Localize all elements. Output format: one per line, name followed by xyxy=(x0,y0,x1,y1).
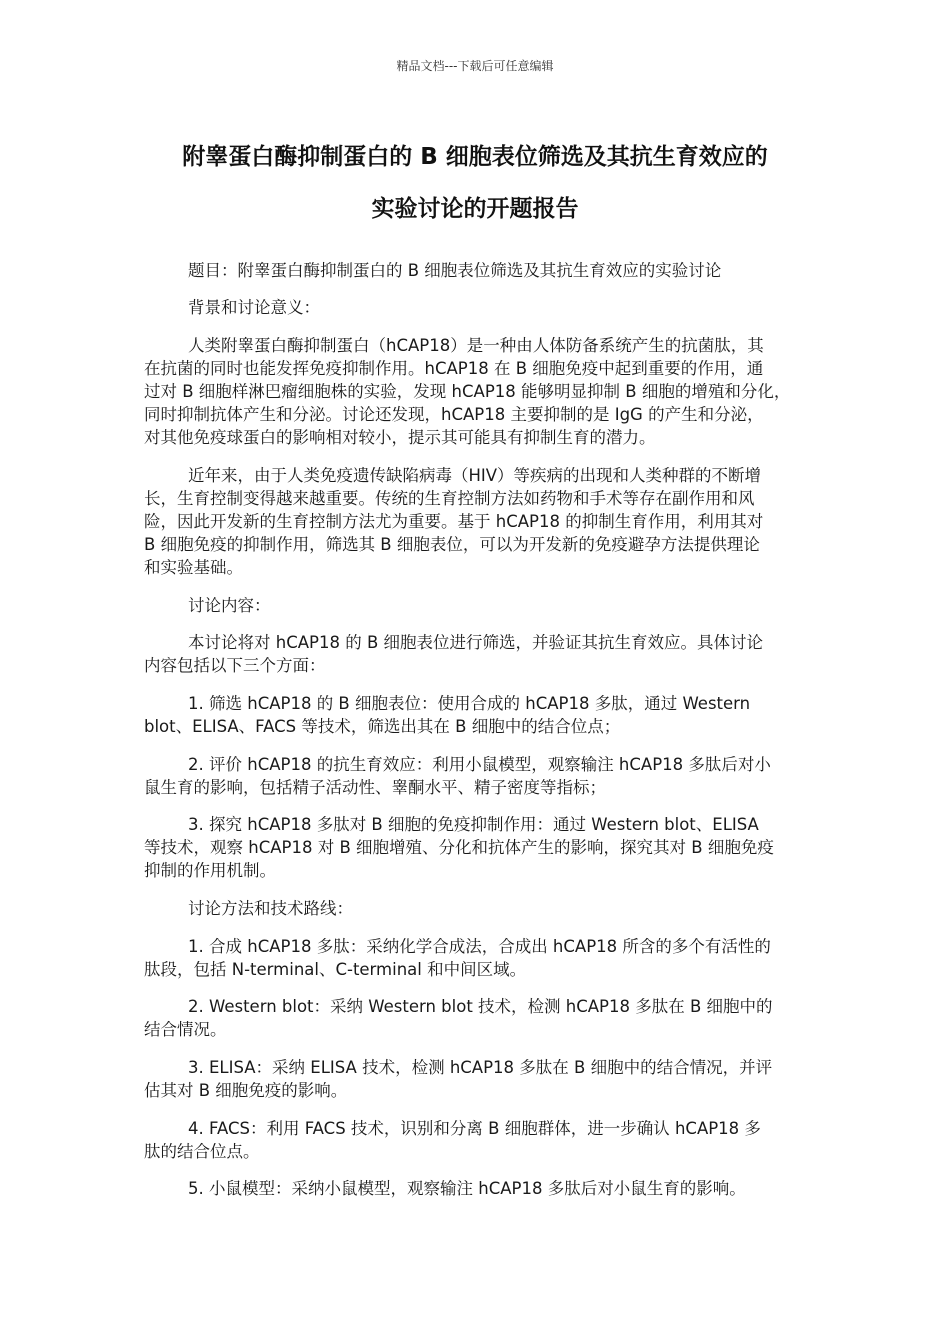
paragraph-line: 险，因此开发新的生育控制方法尤为重要。基于 hCAP18 的抑制生育作用，利用其对 xyxy=(144,512,764,531)
paragraph xyxy=(144,1056,808,1102)
paragraph-line: 和实验基础。 xyxy=(144,558,243,577)
paragraph-line: B 细胞免疫的抑制作用，筛选其 B 细胞表位，可以为开发新的免疫避孕方法提供理论 xyxy=(144,535,760,554)
paragraph-line: 讨论内容： xyxy=(188,596,271,615)
paragraph-line: 长，生育控制变得越来越重要。传统的生育控制方法如药物和手术等存在副作用和风 xyxy=(144,489,755,508)
paragraph-line: 估其对 B 细胞免疫的影响。 xyxy=(144,1081,348,1100)
paragraph-line: 背景和讨论意义： xyxy=(188,298,320,317)
paragraph xyxy=(144,1117,808,1163)
paragraph-line: 人类附睾蛋白酶抑制蛋白（hCAP18）是一种由人体防备系统产生的抗菌肽，其 xyxy=(188,336,764,355)
paragraph xyxy=(144,334,808,449)
paragraph-line: 讨论方法和技术路线： xyxy=(188,899,353,918)
paragraph-line: 内容包括以下三个方面： xyxy=(144,656,326,675)
paragraph-line: 等技术，观察 hCAP18 对 B 细胞增殖、分化和抗体产生的影响，探究其对 B 细胞免疫 xyxy=(144,838,774,857)
paragraph xyxy=(144,995,808,1041)
paragraph xyxy=(144,631,808,677)
title-line-1: 附睾蛋白酶抑制蛋白的 B 细胞表位筛选及其抗生育效应的 xyxy=(182,144,768,170)
paragraph xyxy=(144,753,808,799)
paragraph-line: 3. ELISA：采纳 ELISA 技术，检测 hCAP18 多肽在 B 细胞中的结合情况，并评 xyxy=(188,1058,773,1077)
paragraph xyxy=(144,259,808,282)
paragraph-line: 肽段，包括 N-terminal、C-terminal 和中间区域。 xyxy=(144,960,527,979)
paragraph-line: 在抗菌的同时也能发挥免疫抑制作用。hCAP18 在 B 细胞免疫中起到重要的作用，通 xyxy=(144,359,764,378)
paragraph-line: 肽的结合位点。 xyxy=(144,1142,260,1161)
paragraph xyxy=(144,692,808,738)
title-line-2: 实验讨论的开题报告 xyxy=(371,196,579,222)
paragraph-line: 5. 小鼠模型：采纳小鼠模型，观察输注 hCAP18 多肽后对小鼠生育的影响。 xyxy=(188,1179,746,1198)
paragraph-line: 本讨论将对 hCAP18 的 B 细胞表位进行筛选，并验证其抗生育效应。具体讨论 xyxy=(188,633,764,652)
paragraph-line: 抑制的作用机制。 xyxy=(144,861,276,880)
paragraph xyxy=(144,464,808,579)
paragraph-line: 同时抑制抗体产生和分泌。讨论还发现，hCAP18 主要抑制的是 IgG 的产生和分泌， xyxy=(144,405,764,424)
paragraph xyxy=(144,1177,808,1200)
paragraph-line: 鼠生育的影响，包括精子活动性、睾酮水平、精子密度等指标； xyxy=(144,778,606,797)
paragraph-line: 1. 合成 hCAP18 多肽：采纳化学合成法，合成出 hCAP18 所含的多个有活性的 xyxy=(188,937,771,956)
paragraph-line: 过对 B 细胞样淋巴瘤细胞株的实验，发现 hCAP18 能够明显抑制 B 细胞的增殖和分化， xyxy=(144,382,791,401)
paragraph-line: 2. Western blot：采纳 Western blot 技术，检测 hCAP18 多肽在 B 细胞中的 xyxy=(188,997,773,1016)
paragraph-line: 近年来，由于人类免疫遗传缺陷病毒（HIV）等疾病的出现和人类种群的不断增 xyxy=(188,466,762,485)
paragraph xyxy=(144,813,808,882)
paragraph-line: blot、ELISA、FACS 等技术，筛选出其在 B 细胞中的结合位点； xyxy=(144,717,621,736)
paragraph-line: 1. 筛选 hCAP18 的 B 细胞表位：使用合成的 hCAP18 多肽，通过 Western xyxy=(188,694,751,713)
paragraph-line: 结合情况。 xyxy=(144,1020,227,1039)
paragraph xyxy=(144,296,808,319)
paragraph-line: 3. 探究 hCAP18 多肽对 B 细胞的免疫抑制作用：通过 Western blot、ELISA xyxy=(188,815,759,834)
paragraph xyxy=(144,897,808,920)
paragraph-line: 2. 评价 hCAP18 的抗生育效应：利用小鼠模型，观察输注 hCAP18 多肽后对小 xyxy=(188,755,771,774)
paragraph xyxy=(144,594,808,617)
paragraph-line: 题目：附睾蛋白酶抑制蛋白的 B 细胞表位筛选及其抗生育效应的实验讨论 xyxy=(188,261,722,280)
page-header: 精品文档---下载后可任意编辑 xyxy=(396,59,554,73)
paragraph-line: 对其他免疫球蛋白的影响相对较小，提示其可能具有抑制生育的潜力。 xyxy=(144,428,656,447)
paragraph-line: 4. FACS：利用 FACS 技术，识别和分离 B 细胞群体，进一步确认 hCAP18 多 xyxy=(188,1119,761,1138)
paragraph xyxy=(144,935,808,981)
